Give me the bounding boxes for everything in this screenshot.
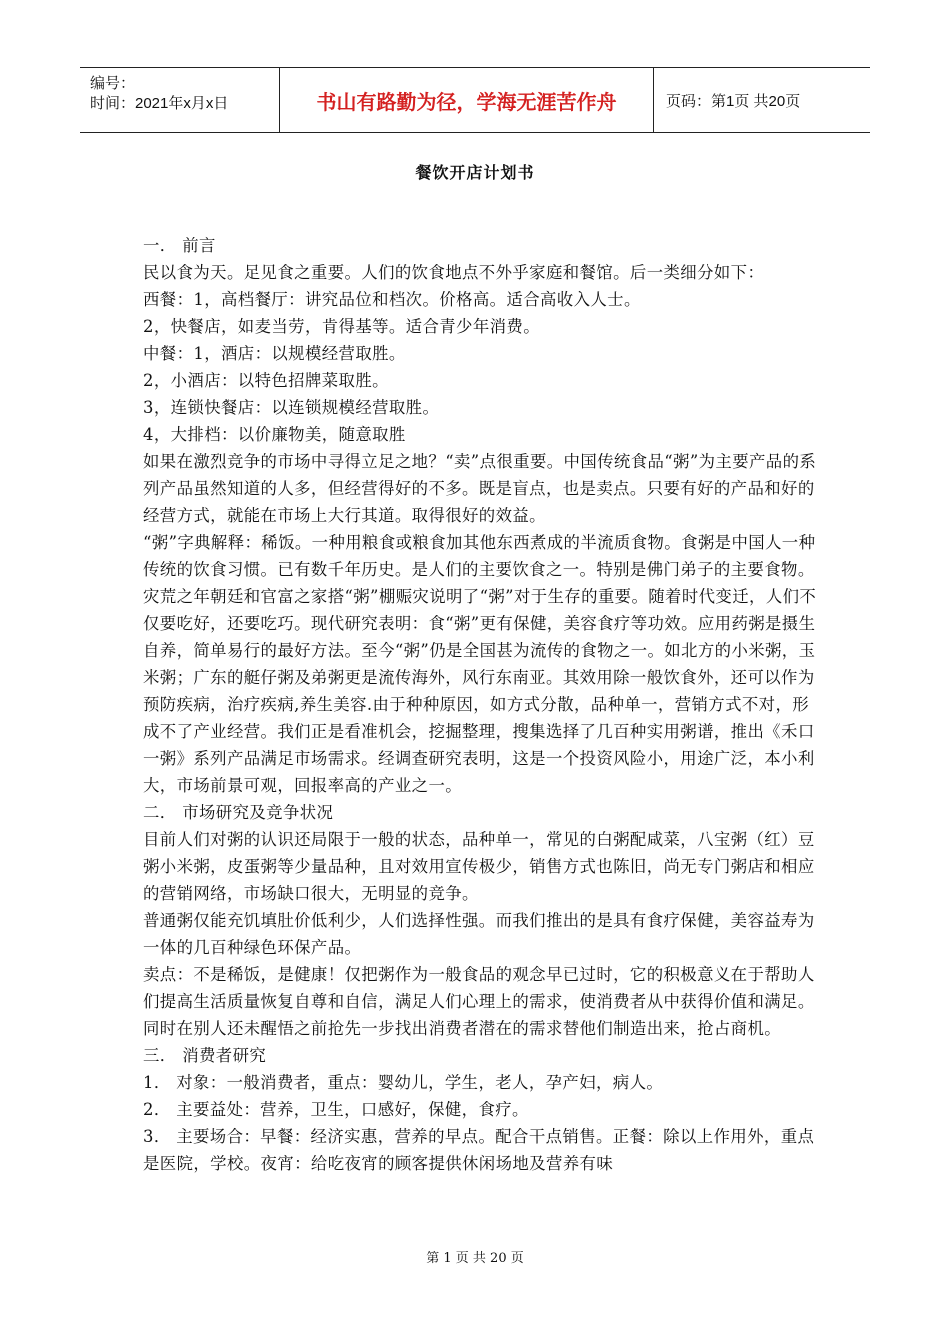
paragraph: 民以食为天。足见食之重要。人们的饮食地点不外乎家庭和餐馆。后一类细分如下： xyxy=(143,263,765,282)
header-page-info: 页码：第1页 共20页 xyxy=(666,92,801,110)
page-header xyxy=(80,67,870,133)
paragraph: 2． 主要益处：营养，卫生，口感好，保健，食疗。 xyxy=(143,1100,529,1119)
paragraph: 2，小酒店：以特色招牌菜取胜。 xyxy=(143,371,389,390)
paragraph: 一． 前言 xyxy=(143,236,216,255)
page-footer: 第 1 页 共 20 页 xyxy=(426,1251,524,1266)
document-title: 餐饮开店计划书 xyxy=(415,163,535,182)
document-body xyxy=(143,232,823,1177)
paragraph: 三． 消费者研究 xyxy=(143,1046,267,1065)
paragraph: “粥”字典解释：稀饭。一种用粮食或粮食加其他东西煮成的半流质食物。食粥是中国人一种传统的饮食习惯。已有数千年历史。是人们的主要饮食之一。特别是佛门弟子的主要食物。灾荒之年朝廷和官富之家搭“粥”棚赈灾说明了“粥”对于生存的重要。随着时代变迁，人们不仅要吃好，还要吃巧。现代研究表明：食“粥”更有保健，美容食疗等功效。应用药粥是摄生自养，简单易行的最好方法。至今“粥”仍是全国甚为流传的食物之一。如北方的小米粥，玉米粥；广东的艇仔粥及弟粥更是流传海外，风行东南亚。其效用除一般饮食外，还可以作为预防疾病，治疗疾病,养生美容.由于种种原因，如方式分散，品种单一，营销方式不对，形成不了产业经营。我们正是看准机会，挖掘整理，搜集选择了几百种实用粥谱，推出《禾口一粥》系列产品满足市场需求。经调查研究表明，这是一个投资风险小，用途广泛，本小利大，市场前景可观，回报率高的产业之一。 xyxy=(143,533,817,795)
paragraph: 二． 市场研究及竞争状况 xyxy=(143,803,334,822)
date-label: 时间：2021年x月x日 xyxy=(90,95,229,112)
paragraph: 3，连锁快餐店：以连锁规模经营取胜。 xyxy=(143,398,440,417)
paragraph: 目前人们对粥的认识还局限于一般的状态，品种单一，常见的白粥配咸菜，八宝粥（红）豆粥小米粥，皮蛋粥等少量品种，且对效用宣传极少，销售方式也陈旧，尚无专门粥店和相应的营销网络，市场缺口很大，无明显的竞争。 xyxy=(143,830,815,903)
paragraph: 普通粥仅能充饥填肚价低利少，人们选择性强。而我们推出的是具有食疗保健，美容益寿为一体的几百种绿色环保产品。 xyxy=(143,911,815,957)
paragraph: 1． 对象：一般消费者，重点：婴幼儿，学生，老人，孕产妇，病人。 xyxy=(143,1073,664,1092)
paragraph: 3． 主要场合：早餐：经济实惠，营养的早点。配合干点销售。正餐：除以上作用外，重点是医院，学校。夜宵：给吃夜宵的顾客提供休闲场地及营养有味 xyxy=(143,1127,815,1173)
paragraph: 2，快餐店，如麦当劳，肯得基等。适合青少年消费。 xyxy=(143,317,541,336)
paragraph: 中餐：1，酒店：以规模经营取胜。 xyxy=(143,344,406,363)
paragraph: 4，大排档：以价廉物美，随意取胜 xyxy=(143,425,406,444)
header-meta xyxy=(80,68,280,132)
paragraph: 如果在激烈竞争的市场中寻得立足之地？“卖”点很重要。中国传统食品“粥”为主要产品的系列产品虽然知道的人多，但经营得好的不多。既是盲点，也是卖点。只要有好的产品和好的经营方式，就能在市场上大行其道。取得很好的效益。 xyxy=(143,452,817,525)
header-motto: 书山有路勤为径，学海无涯苦作舟 xyxy=(280,68,654,132)
paragraph: 西餐：1，高档餐厅：讲究品位和档次。价格高。适合高收入人士。 xyxy=(143,290,641,309)
number-label: 编号： xyxy=(90,75,136,92)
paragraph: 卖点：不是稀饭，是健康！仅把粥作为一般食品的观念早已过时，它的积极意义在于帮助人们提高生活质量恢复自尊和自信，满足人们心理上的需求，使消费者从中获得价值和满足。同时在别人还未醒悟之前抢先一步找出消费者潜在的需求替他们制造出来，抢占商机。 xyxy=(143,965,815,1038)
